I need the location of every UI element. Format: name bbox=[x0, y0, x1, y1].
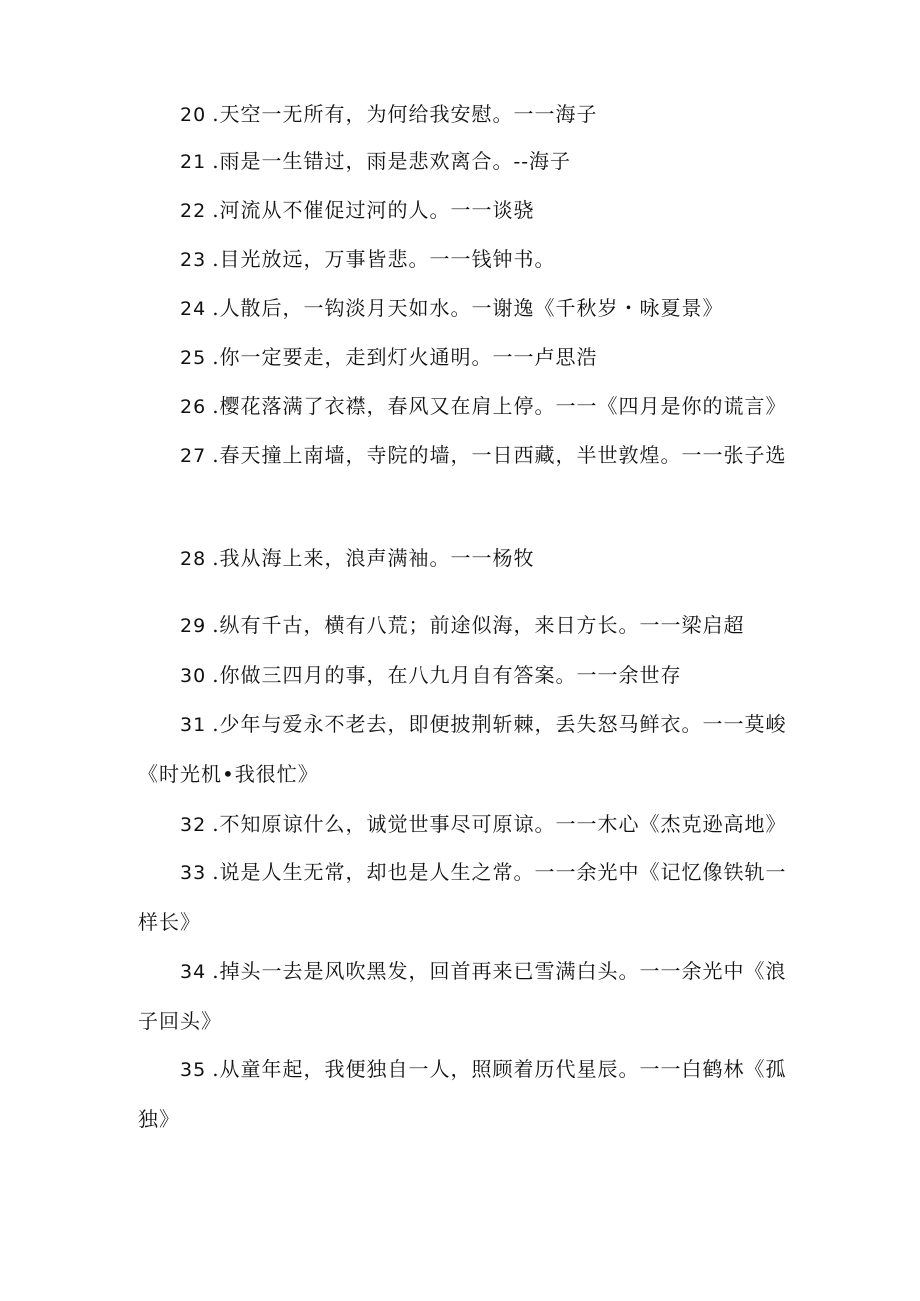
quote-item bbox=[138, 848, 788, 947]
quote-number: 21 bbox=[180, 151, 207, 173]
quote-number: 28 bbox=[180, 548, 207, 570]
quote-item bbox=[138, 947, 788, 1046]
quote-text: .掉头一去是风吹黑发，回首再来已雪满白头。一一余光中《浪子回头》 bbox=[138, 959, 787, 1033]
quote-text: .目光放远，万事皆悲。一一钱钟书。 bbox=[212, 247, 556, 271]
quote-text: .樱花落满了衣襟，春风又在肩上停。一一《四月是你的谎言》 bbox=[212, 394, 787, 418]
quote-item bbox=[138, 431, 788, 481]
quote-number: 32 bbox=[180, 814, 207, 836]
quote-text: .天空一无所有，为何给我安慰。一一海子 bbox=[212, 102, 598, 126]
quote-item bbox=[138, 137, 788, 187]
quote-number: 25 bbox=[180, 347, 207, 369]
quote-text: .你做三四月的事，在八九月自有答案。一一余世存 bbox=[212, 663, 682, 687]
quote-item bbox=[138, 235, 788, 285]
quote-number: 33 bbox=[180, 862, 207, 884]
quote-text: .我从海上来，浪声满袖。一一杨牧 bbox=[212, 546, 535, 570]
quote-text: .少年与爱永不老去，即便披荆斩棘，丢失怒马鲜衣。一一莫峻《时光机•我很忙》 bbox=[138, 712, 787, 786]
quote-number: 35 bbox=[180, 1059, 207, 1081]
quote-number: 34 bbox=[180, 961, 207, 983]
quote-item bbox=[138, 601, 788, 651]
quote-text: .不知原谅什么，诚觉世事尽可原谅。一一木心《杰克逊高地》 bbox=[212, 812, 787, 836]
quote-item bbox=[138, 651, 788, 701]
quote-text: .河流从不催促过河的人。一一谈骁 bbox=[212, 198, 535, 222]
quote-item bbox=[138, 700, 788, 799]
quote-number: 31 bbox=[180, 714, 207, 736]
quote-text: .春天撞上南墙，寺院的墙，一日西藏，半世敦煌。一一张子选 bbox=[212, 443, 787, 467]
quote-item bbox=[138, 186, 788, 236]
quote-text: .你一定要走，走到灯火通明。一一卢思浩 bbox=[212, 345, 598, 369]
quote-item bbox=[138, 534, 788, 584]
quote-number: 29 bbox=[180, 615, 207, 637]
quote-number: 30 bbox=[180, 665, 207, 687]
quote-text: .雨是一生错过，雨是悲欢离合。--海子 bbox=[212, 149, 572, 173]
quote-item bbox=[138, 1045, 788, 1144]
quote-item bbox=[138, 90, 788, 140]
quote-text: .说是人生无常，却也是人生之常。一一余光中《记忆像铁轨一样长》 bbox=[138, 860, 787, 934]
quote-number: 20 bbox=[180, 104, 207, 126]
quote-item bbox=[138, 284, 788, 334]
quote-item bbox=[138, 800, 788, 850]
quote-number: 22 bbox=[180, 200, 207, 222]
quote-number: 23 bbox=[180, 249, 207, 271]
quote-item bbox=[138, 382, 788, 432]
quote-number: 24 bbox=[180, 298, 207, 320]
quote-number: 26 bbox=[180, 396, 207, 418]
quote-text: .从童年起，我便独自一人，照顾着历代星辰。一一白鹤林《孤独》 bbox=[138, 1057, 787, 1131]
quote-item bbox=[138, 333, 788, 383]
quote-text: .纵有千古，横有八荒；前途似海，来日方长。一一梁启超 bbox=[212, 613, 745, 637]
quote-text: .人散后，一钩淡月天如水。一谢逸《千秋岁・咏夏景》 bbox=[212, 296, 724, 320]
quote-number: 27 bbox=[180, 445, 207, 467]
